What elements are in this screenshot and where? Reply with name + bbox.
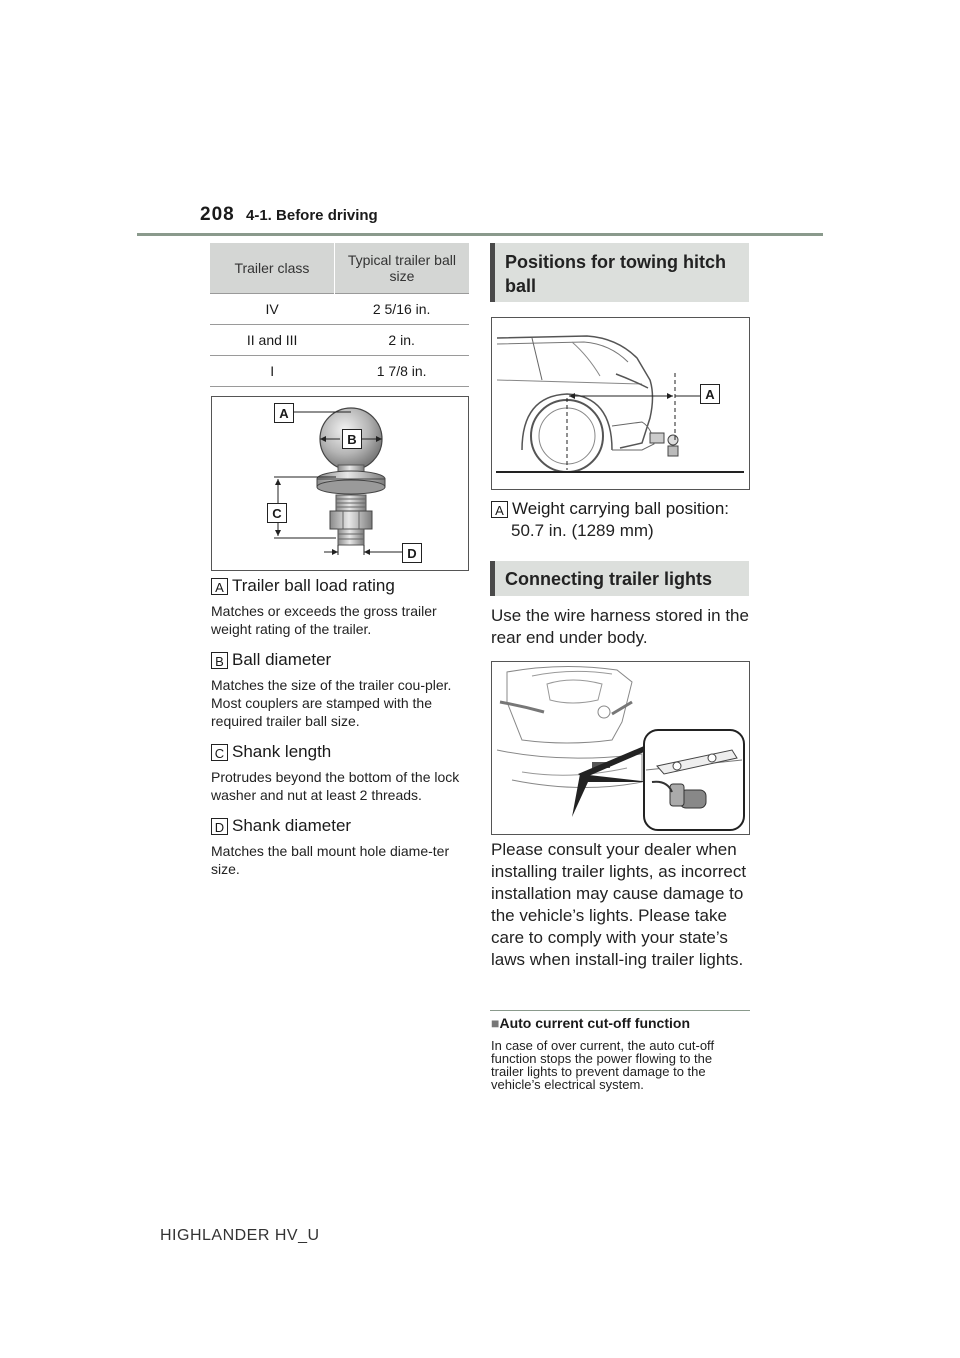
note-divider xyxy=(490,1010,750,1011)
table-row xyxy=(210,294,469,325)
table-row xyxy=(210,325,469,356)
item-badge: D xyxy=(211,818,228,835)
section-title: 4-1. Before driving xyxy=(246,207,378,224)
trailer-ball-figure xyxy=(211,396,469,571)
positions-heading: Positions for towing hitch ball xyxy=(490,243,749,302)
trailer-class-cell: II and III xyxy=(210,325,334,356)
figure-label-a: A xyxy=(274,403,294,423)
note-heading xyxy=(491,1015,690,1031)
item-description: Matches or exceeds the gross trailer weight rating of the trailer. xyxy=(211,603,437,637)
item-description: Protrudes beyond the bottom of the lock washer and nut at least 2 threads. xyxy=(211,769,460,803)
wire-harness-diagram xyxy=(492,662,749,834)
note-title: Auto current cut-off function xyxy=(499,1015,690,1031)
trailer-class-cell: I xyxy=(210,356,334,387)
lights-heading: Connecting trailer lights xyxy=(490,561,749,596)
figure-label-b: B xyxy=(342,429,362,449)
item-title: Shank diameter xyxy=(232,816,352,835)
ball-size-cell: 1 7/8 in. xyxy=(334,356,469,387)
list-item xyxy=(211,742,471,804)
page-number: 208 xyxy=(200,204,235,225)
item-title: Shank length xyxy=(232,742,332,761)
caption-badge: A xyxy=(491,501,508,518)
footer-model: HIGHLANDER HV_U xyxy=(160,1227,320,1244)
ball-size-cell: 2 5/16 in. xyxy=(334,294,469,325)
hitch-position-figure xyxy=(491,317,750,490)
bullet-icon: ■ xyxy=(491,1015,500,1031)
item-badge: A xyxy=(211,578,228,595)
lights-advice-text: Please consult your dealer when installing trailer lights, as incorrect installation may cause damage to the vehicle’s lights. Please take care to comply with your state’s laws when install-ing trailer lights. xyxy=(491,840,747,969)
item-title: Trailer ball load rating xyxy=(232,576,395,595)
list-item xyxy=(211,576,471,638)
lights-intro-text: Use the wire harness stored in the rear end under body. xyxy=(491,606,749,647)
header-divider xyxy=(137,233,823,236)
caption-line-1: Weight carrying ball position: xyxy=(512,499,730,518)
table-row xyxy=(210,356,469,387)
item-list xyxy=(211,576,471,878)
figure-label-d: D xyxy=(402,543,422,563)
trailer-ball-diagram xyxy=(212,397,468,570)
ball-position-caption xyxy=(491,499,761,519)
list-item xyxy=(211,650,471,730)
caption-line-2: 50.7 in. (1289 mm) xyxy=(511,521,654,540)
list-item xyxy=(211,816,471,878)
note-text: In case of over current, the auto cut-off function stops the power flowing to the trailer lights to prevent damage to the vehicle’s electrical system. xyxy=(491,1038,715,1092)
item-description: Matches the ball mount hole diame-ter size. xyxy=(211,843,450,877)
item-badge: B xyxy=(211,652,228,669)
item-title: Ball diameter xyxy=(232,650,332,669)
column-header-trailer-class: Trailer class xyxy=(210,243,334,294)
wire-harness-figure xyxy=(491,661,750,835)
figure-label-c: C xyxy=(267,503,287,523)
item-description: Matches the size of the trailer cou-pler. Most couplers are stamped with the required trailer ball size. xyxy=(211,677,452,729)
trailer-ball-size-table xyxy=(210,243,469,387)
item-badge: C xyxy=(211,744,228,761)
trailer-class-cell: IV xyxy=(210,294,334,325)
figure-label-a: A xyxy=(700,384,720,404)
column-header-ball-size: Typical trailer ball size xyxy=(334,243,469,294)
ball-size-cell: 2 in. xyxy=(334,325,469,356)
